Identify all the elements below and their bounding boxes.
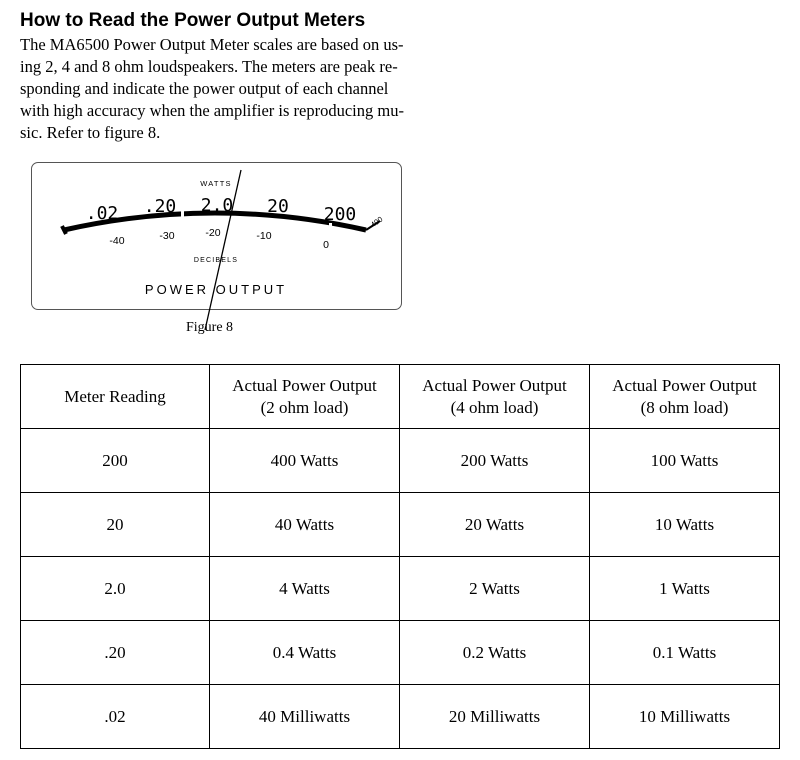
db-tick-label: -30 (159, 230, 175, 242)
watts-tick-label: 400 (368, 214, 385, 230)
intro-line: with high accuracy when the amplifier is reproducing mu- (20, 101, 404, 120)
header-line: Actual Power Output (232, 375, 377, 395)
db-tick-label: -40 (109, 235, 125, 247)
watts-tick-label: .02 (85, 203, 119, 224)
intro-line: sponding and indicate the power output of each channel (20, 79, 389, 98)
header-line: Meter Reading (64, 386, 166, 406)
header-line: (4 ohm load) (450, 397, 539, 417)
watts-tick-label: 20 (267, 196, 289, 217)
table-header-row (21, 365, 780, 429)
table-cell: 10 Watts (590, 493, 780, 557)
intro-line: ing 2, 4 and 8 ohm loudspeakers. The meters are peak re- (20, 57, 398, 76)
table-cell: .02 (21, 685, 210, 749)
db-tick-label: -10 (256, 230, 272, 242)
watts-tick-label: 2.0 (200, 195, 234, 216)
table-cell: 40 Watts (210, 493, 400, 557)
table-row (21, 557, 780, 621)
table-cell: 400 Watts (210, 429, 400, 493)
table-cell: 4 Watts (210, 557, 400, 621)
table-cell: 0.2 Watts (400, 621, 590, 685)
table-row (21, 685, 780, 749)
table-cell: 1 Watts (590, 557, 780, 621)
header-line: (8 ohm load) (640, 397, 729, 417)
column-header (21, 365, 210, 429)
meter-needle (205, 170, 241, 330)
column-header (590, 365, 780, 429)
table-cell: .20 (21, 621, 210, 685)
table-cell: 20 (21, 493, 210, 557)
table-cell: 40 Milliwatts (210, 685, 400, 749)
watts-tick-label: 200 (323, 204, 357, 225)
header-line: Actual Power Output (612, 375, 757, 395)
column-header (210, 365, 400, 429)
table-row (21, 621, 780, 685)
decibels-label: DECIBELS (193, 257, 239, 264)
table-cell: 2 Watts (400, 557, 590, 621)
intro-line: The MA6500 Power Output Meter scales are based on us- (20, 35, 404, 54)
header-line: (2 ohm load) (260, 397, 349, 417)
watts-tick-label: .20 (143, 196, 177, 217)
watts-label: WATTS (200, 179, 232, 188)
table-row (21, 429, 780, 493)
table-cell: 20 Watts (400, 493, 590, 557)
header-line: Actual Power Output (422, 375, 567, 395)
db-tick-label: 0 (323, 239, 329, 251)
table-cell: 20 Milliwatts (400, 685, 590, 749)
table-cell: 200 (21, 429, 210, 493)
column-header (400, 365, 590, 429)
table-cell: 0.4 Watts (210, 621, 400, 685)
figure-caption: Figure 8 (186, 320, 234, 335)
power-meter-figure (0, 0, 440, 330)
scale-gap (181, 211, 184, 217)
table-cell: 100 Watts (590, 429, 780, 493)
db-tick-label: -20 (205, 227, 221, 239)
table-cell: 10 Milliwatts (590, 685, 780, 749)
table-cell: 2.0 (21, 557, 210, 621)
section-heading: How to Read the Power Output Meters (20, 10, 366, 31)
intro-line: sic. Refer to figure 8. (20, 123, 161, 142)
table-cell: 200 Watts (400, 429, 590, 493)
table-cell: 0.1 Watts (590, 621, 780, 685)
power-output-table (20, 364, 780, 749)
meter-title: POWER OUTPUT (144, 282, 288, 297)
table-row (21, 493, 780, 557)
